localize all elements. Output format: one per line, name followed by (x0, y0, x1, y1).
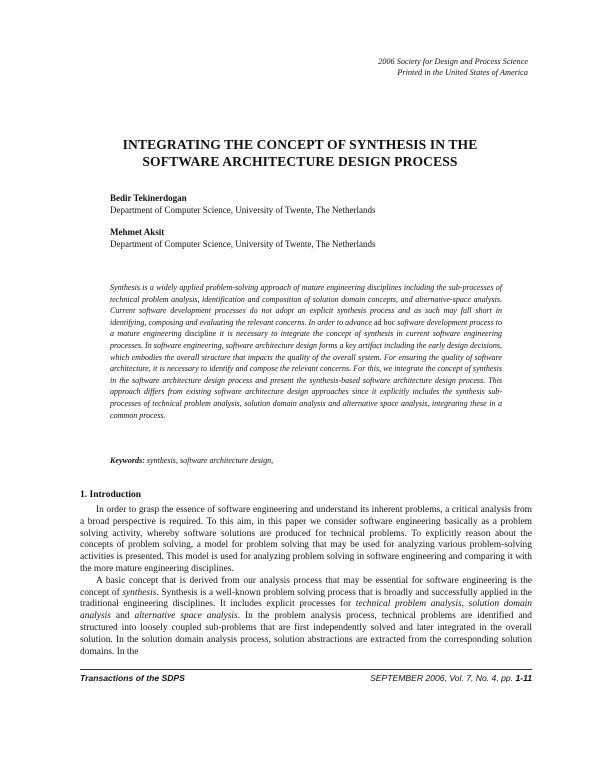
printed-line: Printed in the United States of America (397, 68, 528, 77)
title-line-1: INTEGRATING THE CONCEPT OF SYNTHESIS IN THE (122, 137, 478, 152)
emphasis-alternative-space-analysis: alternative space analysis (134, 611, 238, 622)
publication-info (378, 56, 528, 78)
page-range: 1-11 (515, 673, 532, 683)
author-name: Mehmet Aksit (110, 227, 165, 237)
page-footer (80, 669, 532, 683)
journal-name: Transactions of the SDPS (80, 673, 185, 683)
paper-title (80, 136, 520, 170)
keywords (110, 456, 273, 465)
issue-info (370, 673, 532, 683)
emphasis-technical-problem-analysis: technical problem analysis (355, 599, 462, 610)
emphasis-synthesis: synthesis (122, 587, 157, 598)
section-heading: 1. Introduction (80, 490, 142, 500)
emphasis-solution-domain-analysis: solution domain analysis (80, 599, 533, 622)
text-span: . Synthesis is a well-known problem solving process that is broadly and successfully applied in the traditional engineering disciplines. It includes explicit processes for (80, 587, 532, 610)
abstract-text: it is necessary to integrate the concept of synthesis in current software engineering processes. In software engineering, software architecture design forms a key artifact including the early design decisions, which embodies the overall structure that impacts the quality of the overall system. For ensuring the quality of software architecture, it is necessary to identify and compose the relevant concerns. For this, we integrate the concept of synthesis in the software architecture design process and present the synthesis-based software architecture design process. This approach differs from existing software architecture design approaches since it explicitly includes the synthesis sub-processes of technical problem analysis, solution domain analysis and alternative space analysis, integrating these in a common process. (110, 329, 502, 420)
author-name: Bedir Tekinerdogan (110, 193, 187, 203)
issue-text: SEPTEMBER 2006, Vol. 7, No. 4, pp. (370, 673, 516, 683)
abstract-text: software development process to a mature engineering (110, 317, 502, 339)
text-span: , (461, 599, 469, 610)
abstract-discipline: discipline (184, 329, 217, 339)
copyright-line: 2006 Society for Design and Process Science (378, 57, 528, 66)
keywords-text: synthesis, software architecture design, (144, 456, 274, 465)
author-affiliation: Department of Computer Science, University of Twente, The Netherlands (110, 239, 376, 249)
paragraph-2 (80, 576, 532, 659)
title-line-2: SOFTWARE ARCHITECTURE DESIGN PROCESS (142, 154, 458, 169)
paragraph-1: In order to grasp the essence of software engineering and understand its inherent problems, a critical analysis from a broad perspective is required. To this aim, in this paper we consider software engineering basically as a problem solving activity, whereby software solutions are produced for technical problems. To explicitly reason about the concepts of problem solving, a model for problem solving that may be used for analyzing various problem-solving activities is presented. This model is used for analyzing problem solving in software engineering and comparing it with the more mature engineering disciplines. (80, 505, 532, 574)
abstract-adhoc: ad hoc (373, 317, 396, 327)
author-2 (110, 226, 510, 250)
body-text (80, 505, 532, 658)
author-1 (110, 192, 510, 216)
abstract (110, 282, 502, 421)
text-span: A basic concept that is derived from our analysis process that may be essential for software engineering is the concept of (80, 575, 532, 598)
abstract-text: Synthesis is a widely applied problem-solving approach of mature engineering disciplines including the sub-processes of technical problem analysis, identification and composition of solution domain concepts, and alternative-space analysis. Current software development processes do not adopt an explicit synthesis process and as such may fall short in identifying, composing and evaluating the relevant concerns. In order to advance (110, 283, 502, 327)
author-affiliation: Department of Computer Science, University of Twente, The Netherlands (110, 205, 376, 215)
text-span: . In the problem analysis process, technical problems are identified and structured into loosely coupled sub-problems that are first independently solved and later integrated in the overall solution. In the solution domain analysis process, solution abstractions are extracted from the corresponding solution domains. In the (80, 611, 532, 657)
text-span: and (110, 611, 135, 622)
keywords-label: Keywords: (110, 456, 145, 465)
